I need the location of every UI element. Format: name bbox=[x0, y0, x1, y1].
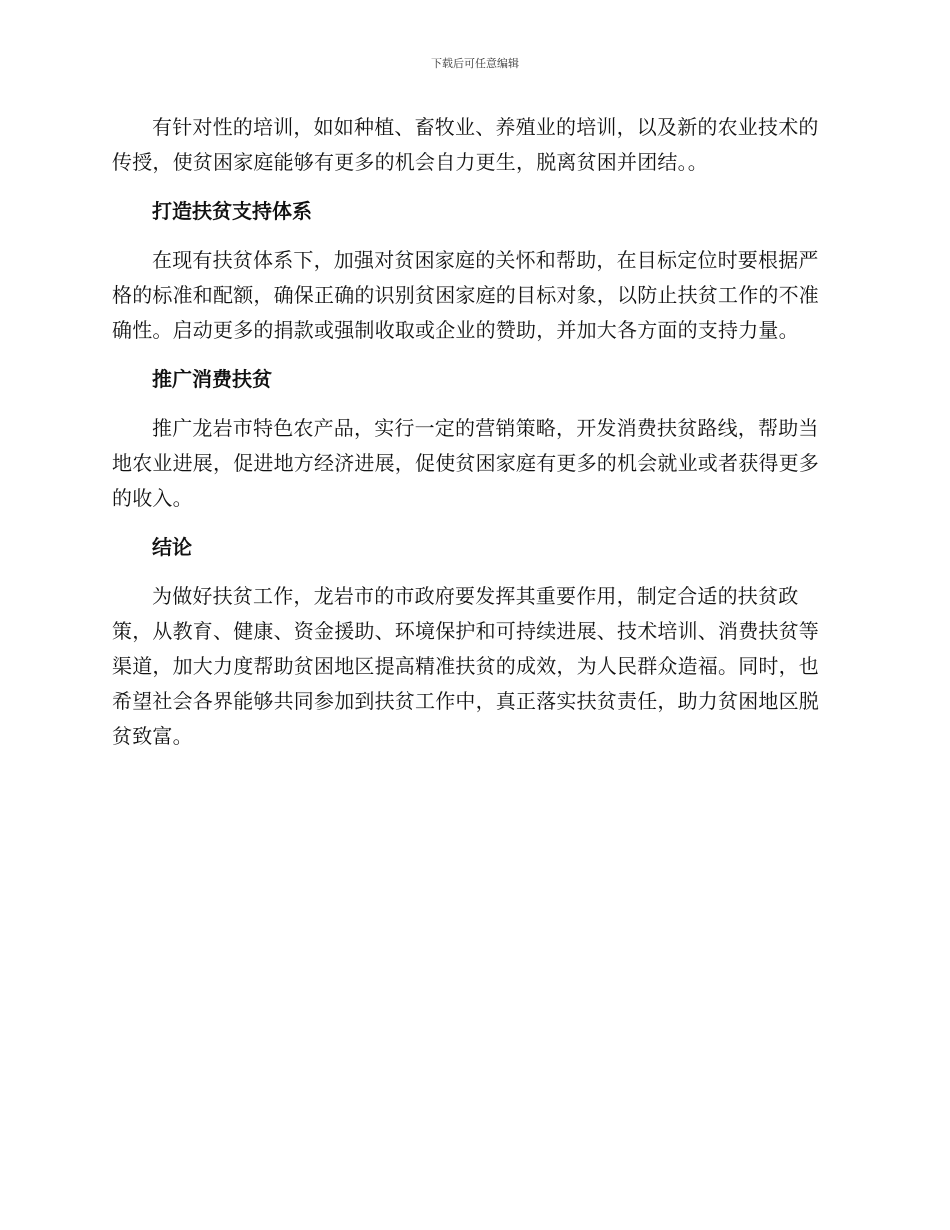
document-body bbox=[112, 110, 832, 768]
heading-support-system: 打造扶贫支持体系 bbox=[152, 199, 312, 223]
paragraph-support-system: 在现有扶贫体系下，加强对贫困家庭的关怀和帮助，在目标定位时要根据严格的标准和配额，确保正确的识别贫困家庭的目标对象，以防止扶贫工作的不准确性。启动更多的捐款或强制收取或企业的赞助，并加大各方面的支持力量。 bbox=[112, 248, 819, 342]
paragraph-conclusion: 为做好扶贫工作，龙岩市的市政府要发挥其重要作用，制定合适的扶贫政策，从教育、健康、资金援助、环境保护和可持续进展、技术培训、消费扶贫等渠道，加大力度帮助贫困地区提高精准扶贫的成效，为人民群众造福。同时，也希望社会各界能够共同参加到扶贫工作中，真正落实扶贫责任，助力贫困地区脱贫致富。 bbox=[112, 584, 819, 748]
paragraph-training: 有针对性的培训，如如种植、畜牧业、养殖业的培训，以及新的农业技术的传授，使贫困家庭能够有更多的机会自力更生，脱离贫困并团结。。 bbox=[112, 115, 819, 174]
header-note: 下载后可任意编辑 bbox=[431, 57, 519, 70]
heading-consumption-poverty-alleviation: 推广消费扶贫 bbox=[152, 367, 272, 391]
heading-conclusion: 结论 bbox=[152, 535, 192, 559]
paragraph-consumption-poverty-alleviation: 推广龙岩市特色农产品，实行一定的营销策略，开发消费扶贫路线，帮助当地农业进展，促进地方经济进展，促使贫困家庭有更多的机会就业或者获得更多的收入。 bbox=[112, 416, 819, 510]
